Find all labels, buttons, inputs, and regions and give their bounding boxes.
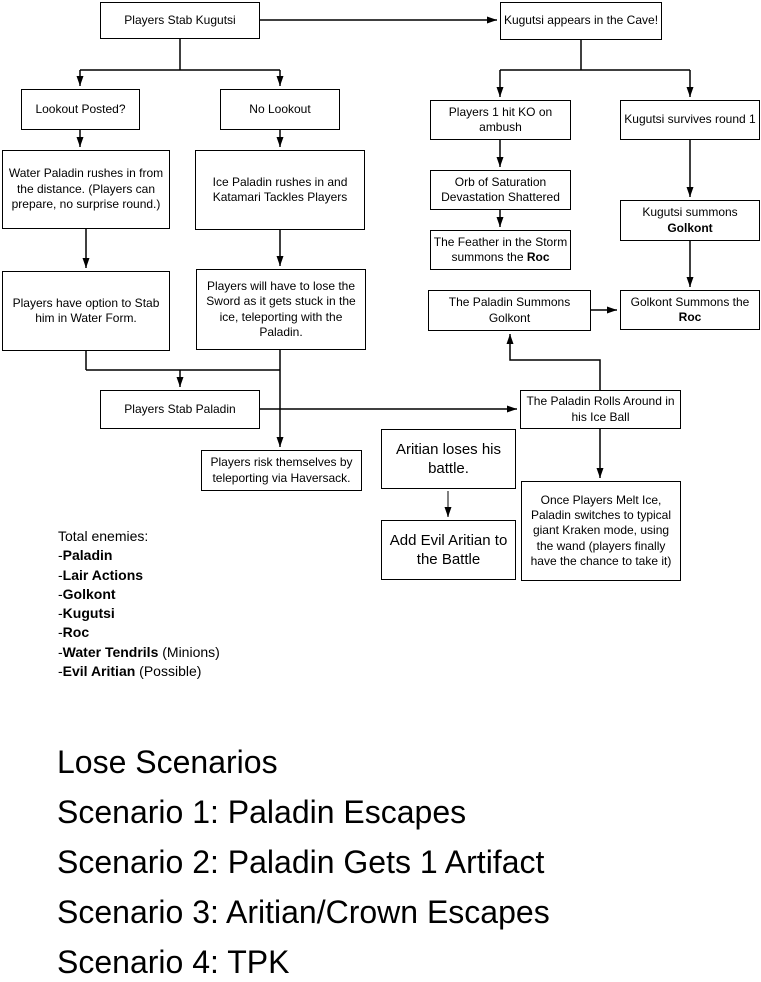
node-label: Kugutsi survives round 1	[624, 112, 756, 127]
node-label-part: The Feather in the Storm	[433, 234, 568, 249]
node-label: Players Stab Paladin	[124, 401, 236, 416]
enemy-item: -Roc	[58, 624, 90, 641]
node-add-evil-aritian	[381, 520, 516, 580]
node-players-1hit-ko	[430, 100, 571, 140]
scenario-line-2: Scenario 2: Paladin Gets 1 Artifact	[57, 843, 545, 880]
node-label-bold: Golkont	[667, 220, 713, 235]
node-label: Add Evil Aritian to the Battle	[389, 531, 508, 568]
node-no-lookout	[220, 89, 340, 130]
node-kugutsi-summons-golkont	[620, 200, 760, 241]
enemy-item: -Water Tendrils (Minions)	[58, 643, 220, 660]
node-label	[631, 295, 750, 326]
node-players-stab-kugutsi	[100, 2, 260, 39]
node-label-part: summons the	[451, 250, 527, 264]
node-label: The Paladin Rolls Around in his Ice Ball	[526, 394, 675, 424]
node-feather-storm	[430, 230, 571, 270]
node-label: Players have option to Stab him in Water Form.	[12, 295, 160, 325]
lose-scenarios-section	[57, 737, 550, 982]
node-label: The Paladin Summons Golkont	[448, 295, 571, 325]
node-label-bold: Roc	[678, 310, 702, 324]
node-label: Lookout Posted?	[35, 101, 126, 116]
enemy-item: -Kugutsi	[58, 605, 115, 622]
node-label: Once Players Melt Ice, Paladin switches to typical giant Kraken mode, using the wand (players finally have the chance to take it)	[530, 492, 672, 569]
node-paladin-rolls	[520, 390, 681, 429]
node-label-bold: Roc	[526, 250, 550, 264]
enemy-item: -Golkont	[58, 585, 116, 602]
total-enemies-title: Total enemies:	[58, 528, 149, 544]
lose-scenarios-title: Lose Scenarios	[57, 743, 278, 780]
enemy-item: -Paladin	[58, 547, 113, 564]
scenario-line-4: Scenario 4: TPK	[57, 943, 290, 980]
enemy-item: -Evil Aritian (Possible)	[58, 663, 202, 680]
node-label-part: Golkont Summons the	[630, 294, 750, 309]
node-label: Players 1 hit KO on ambush	[448, 104, 553, 134]
connector-trunk-lines	[80, 39, 690, 370]
node-once-players-melt	[521, 481, 681, 581]
node-label: Players will have to lose the Sword as it gets stuck in the ice, teleporting with the Paladin.	[206, 278, 356, 339]
node-ice-paladin	[195, 150, 365, 230]
node-label: Aritian loses his battle.	[395, 440, 502, 477]
scenario-line-1: Scenario 1: Paladin Escapes	[57, 793, 467, 830]
node-label-part: Kugutsi summons	[642, 205, 738, 220]
node-kugutsi-survives	[620, 100, 760, 140]
node-players-option-stab	[2, 271, 170, 351]
connector-rolls-to-paladinsummons	[510, 334, 600, 390]
node-aritian-loses	[381, 429, 516, 489]
scenario-line-3: Scenario 3: Aritian/Crown Escapes	[57, 893, 550, 930]
node-label: Kugutsi appears in the Cave!	[503, 13, 659, 28]
node-label: Orb of Saturation Devastation Shattered	[441, 174, 560, 204]
total-enemies-list	[58, 527, 220, 681]
node-water-paladin	[2, 150, 170, 229]
node-kugutsi-appears	[500, 2, 662, 40]
node-players-stab-paladin	[100, 390, 260, 429]
node-golkont-summons-roc	[620, 290, 760, 330]
node-label: Water Paladin rushes in from the distance. (Players can prepare, no surprise round.)	[8, 166, 164, 212]
node-players-lose-sword	[196, 269, 366, 350]
node-label: No Lookout	[249, 101, 311, 116]
node-label	[642, 205, 737, 236]
enemy-item: -Lair Actions	[58, 566, 144, 583]
node-players-risk	[201, 450, 362, 491]
node-label: Players risk themselves by teleporting via Haversack.	[210, 455, 353, 485]
node-label	[434, 235, 567, 266]
node-label: Players Stab Kugutsi	[124, 12, 236, 27]
node-lookout-posted	[21, 89, 140, 130]
node-paladin-summons-golkont	[428, 290, 591, 331]
node-orb-shattered	[430, 170, 571, 210]
node-label: Ice Paladin rushes in and Katamari Tackles Players	[212, 174, 348, 204]
